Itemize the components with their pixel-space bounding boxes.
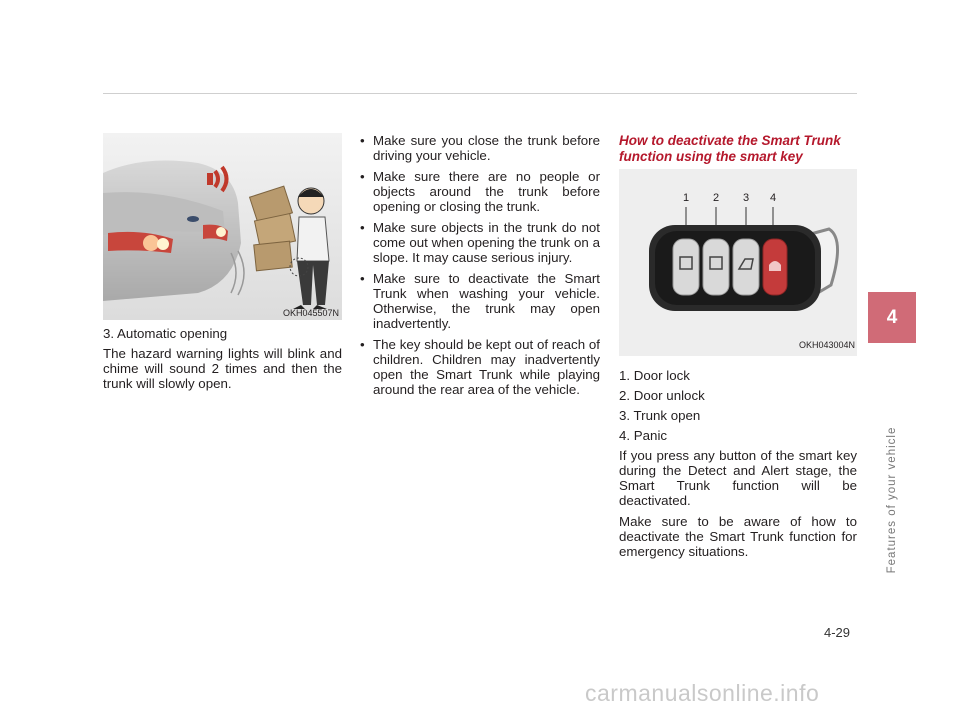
callout-4: 4 <box>770 192 777 204</box>
deactivate-paragraph: If you press any button of the smart key during the Detect and Alert stage, the Smart Trunk function will be deactivated. <box>619 448 857 508</box>
list-item: • Make sure there are no people or objects around the trunk before opening or closing the trunk. <box>357 169 600 214</box>
figure-code: OKH043004N <box>798 340 855 350</box>
button-legend <box>619 368 857 443</box>
step-paragraph: The hazard warning lights will blink and chime will sound 2 times and then the trunk will slowly open. <box>103 346 342 391</box>
car-person-drawing <box>103 133 342 320</box>
list-item: • Make sure to deactivate the Smart Trunk when washing your vehicle. Otherwise, the trunk may open inadvertently. <box>357 271 600 331</box>
list-item: 4. Panic <box>619 428 668 443</box>
top-rule <box>103 93 857 94</box>
watermark: carmanualsonline.info <box>585 680 820 706</box>
caution-list <box>357 133 600 397</box>
callout-2: 2 <box>713 192 720 204</box>
awareness-paragraph: Make sure to be aware of how to deactivate the Smart Trunk function for emergency situations. <box>619 514 857 559</box>
callout-1: 1 <box>683 192 690 204</box>
list-item: • Make sure objects in the trunk do not come out when opening the trunk on a slope. It may cause serious injury. <box>357 220 600 265</box>
column-1 <box>103 326 342 397</box>
list-item: • The key should be kept out of reach of children. Children may inadvertently open the Smart Trunk while playing around the rear area of the vehicle. <box>357 337 600 397</box>
list-item: 1. Door lock <box>619 368 690 383</box>
section-title: How to deactivate the Smart Trunk function using the smart key <box>619 133 841 164</box>
list-item: • Make sure you close the trunk before driving your vehicle. <box>357 133 600 163</box>
figure-code: OKH045507N <box>282 308 339 318</box>
list-item: 2. Door unlock <box>619 388 705 403</box>
column-2 <box>357 133 600 403</box>
page-number: 4-29 <box>824 625 851 640</box>
step-heading: 3. Automatic opening <box>103 326 228 341</box>
trunk-illustration <box>103 133 342 320</box>
column-3 <box>619 133 857 565</box>
callout-3: 3 <box>743 192 750 204</box>
chapter-tab: 4 <box>868 292 916 343</box>
chapter-label: Features of your vehicle <box>886 426 898 574</box>
smart-key-drawing <box>619 169 857 356</box>
list-item: 3. Trunk open <box>619 408 701 423</box>
smart-key-illustration <box>619 169 857 356</box>
